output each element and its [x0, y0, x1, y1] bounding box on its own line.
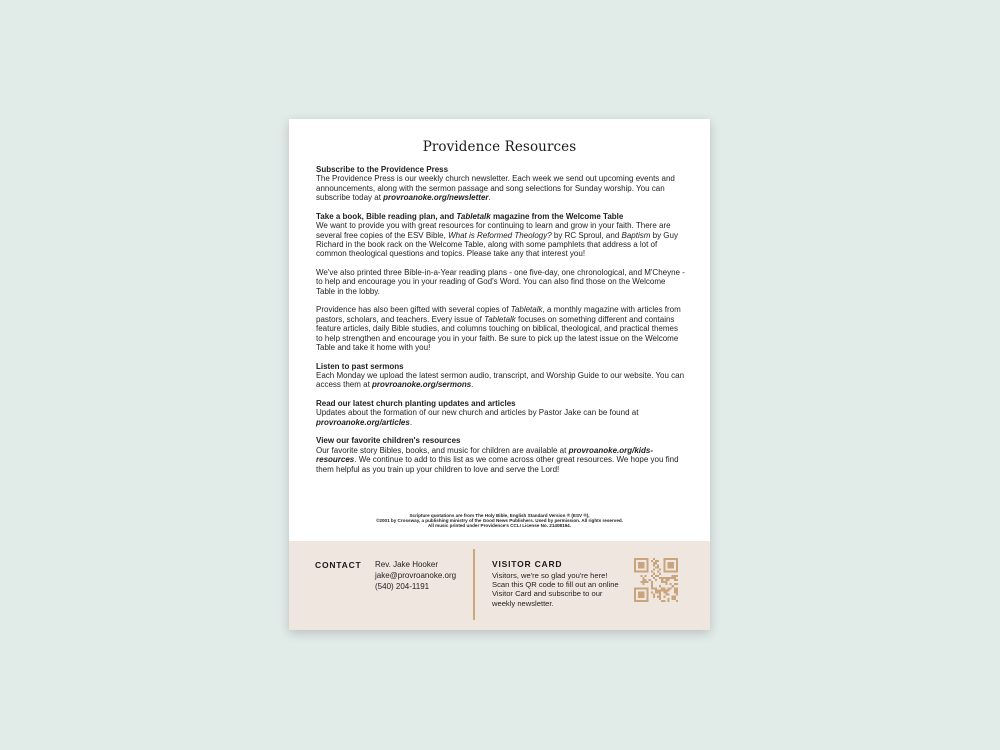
contact-label: CONTACT	[315, 560, 362, 570]
kids-resources-link[interactable]: provroanoke.org/kids-resources	[316, 445, 654, 465]
contact-name: Rev. Jake Hooker	[375, 560, 438, 569]
body-text: , a monthly magazine with articles from pastors, scholars, and teachers. Every issue of	[316, 305, 681, 324]
section-body	[316, 221, 686, 259]
section-newsletter	[316, 165, 686, 203]
body-text: by Guy Richard in the book rack on the Welcome Table, along with some pamphlets that address a lot of common theological questions and topics. Please take any that interest you!	[316, 230, 678, 259]
body-text: The Providence Press is our weekly church newsletter. Each week we send out upcoming events and announcements, along with the sermon passage and song selections for Sunday worship. You can subscribe today at	[316, 174, 675, 203]
heading-text: magazine from the Welcome Table	[490, 211, 624, 221]
body-text: .	[409, 417, 413, 427]
body-text: by RC Sproul, and	[551, 230, 622, 240]
section-welcome-table	[316, 212, 686, 353]
body-text: Our favorite story Bibles, books, and music for children are available at	[316, 445, 569, 455]
section-body	[316, 371, 686, 390]
page-content	[316, 165, 686, 483]
footer-band	[289, 541, 710, 630]
body-text: Updates about the formation of our new church and articles by Pastor Jake can be found at	[316, 408, 639, 418]
legal-notice	[289, 513, 710, 529]
book-title: What is Reformed Theology?	[448, 230, 552, 240]
section-church-planting	[316, 399, 686, 427]
body-text: We want to provide you with great resources for continuing to learn and grow in your faith. There are several free copies of the ESV Bible,	[316, 221, 671, 240]
newsletter-link[interactable]: provroanoke.org/newsletter	[383, 193, 489, 203]
contact-info	[375, 559, 456, 592]
section-body	[316, 174, 686, 202]
qr-code-icon[interactable]	[634, 558, 678, 602]
heading-text: Take a book, Bible reading plan, and	[316, 211, 457, 221]
section-body	[316, 305, 686, 352]
body-text: .	[471, 380, 474, 390]
contact-email[interactable]: jake@provroanoke.org	[375, 571, 457, 580]
book-title: Baptism	[621, 230, 651, 240]
resource-page	[289, 119, 710, 630]
section-heading: Read our latest church planting updates and articles	[316, 399, 516, 409]
legal-line: Scripture quotations are from The Holy Bible, English Standard Version ® (ESV ®),	[409, 513, 590, 518]
section-heading: Subscribe to the Providence Press	[316, 165, 449, 174]
magazine-title: Tabletalk	[484, 314, 516, 324]
visitor-card-text: Visitors, we're so glad you're here! Scan this QR code to fill out an online Visitor Card and subscribe to our weekly newsletter.	[492, 571, 619, 608]
section-heading: View our favorite children's resources	[316, 436, 461, 446]
body-text: . We continue to add to this list as we come across other great resources. We hope you find them helpful as you train up your children to love and serve the Lord!	[316, 455, 679, 474]
articles-link[interactable]: provroanoke.org/articles	[316, 417, 410, 427]
footer-divider	[473, 549, 475, 620]
section-body: We've also printed three Bible-in-a-Year reading plans - one five-day, one chronological, and M'Cheyne - to help and encourage you in your reading of God's Word. You can also find those on the Welcome Table in the lobby.	[316, 268, 685, 296]
section-body	[316, 446, 686, 474]
body-text: .	[488, 193, 491, 203]
section-body	[316, 408, 686, 427]
section-sermons	[316, 362, 686, 390]
visitor-card-title: VISITOR CARD	[492, 559, 563, 569]
section-kids-resources	[316, 436, 686, 474]
page-title: Providence Resources	[422, 139, 577, 155]
body-text: focuses on something different and contains feature articles, daily Bible studies, and columns touching on biblical, theological, and practical themes to help strengthen and encourage you in your faith. Be sure to pick up the latest issue on the Welcome Table and take it home with you!	[316, 314, 679, 353]
legal-line: ©2001 by Crossway, a publishing ministry of the Good News Publishers. Used by permission. All rights reserved.	[376, 518, 623, 524]
heading-emphasis: Tabletalk	[456, 211, 491, 221]
section-heading: Listen to past sermons	[316, 361, 404, 371]
magazine-title: Tabletalk	[510, 305, 543, 315]
body-text: Providence has also been gifted with several copies of	[316, 305, 511, 315]
contact-phone[interactable]: (540) 204-1191	[375, 582, 430, 591]
section-heading	[316, 212, 686, 221]
legal-line: All music printed under Providence's CCLI License No. 21408194.	[427, 523, 572, 529]
sermons-link[interactable]: provroanoke.org/sermons	[372, 380, 472, 390]
body-text: Each Monday we upload the latest sermon audio, transcript, and Worship Guide to our website. You can access them at	[316, 371, 685, 390]
